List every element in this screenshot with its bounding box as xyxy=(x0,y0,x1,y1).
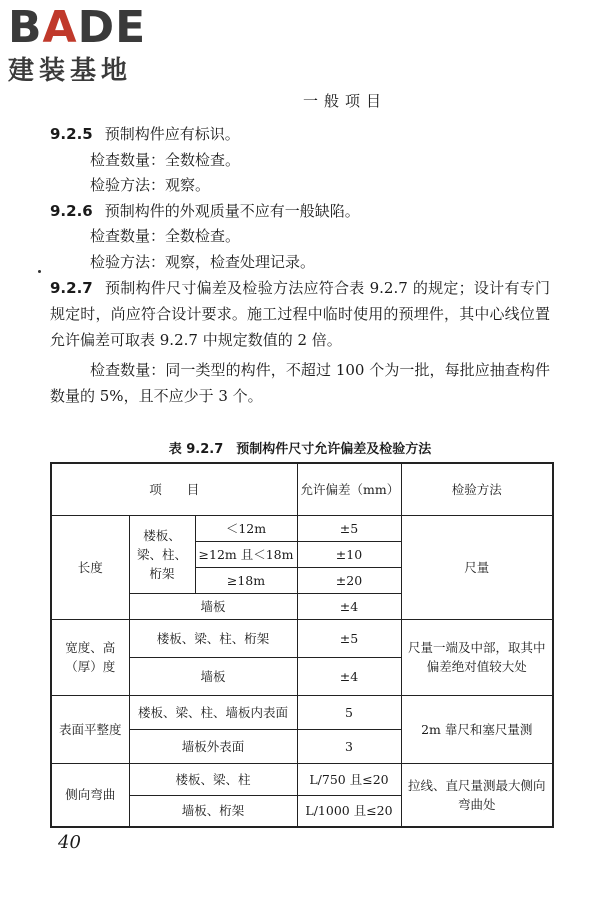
width-item: 楼板、梁、柱、桁架 xyxy=(129,619,297,657)
width-label: 宽度、高（厚）度 xyxy=(51,619,129,695)
clause-925-method: 检验方法：观察。 xyxy=(90,176,211,194)
bend-item: 墙板、桁架 xyxy=(129,795,297,827)
bend-deviation: L/750 且≤20 xyxy=(297,763,401,795)
table-row xyxy=(51,695,553,729)
wall-length-deviation: ±4 xyxy=(297,593,401,619)
logo-wordmark: BADE xyxy=(8,2,147,53)
logo-accent-letter: A xyxy=(42,2,78,53)
logo-subtitle: 建装基地 xyxy=(8,56,133,86)
width-method: 尺量一端及中部，取其中偏差绝对值较大处 xyxy=(401,619,553,695)
bend-method: 拉线、直尺量测最大侧向弯曲处 xyxy=(401,763,553,827)
length-method: 尺量 xyxy=(401,515,553,619)
width-deviation: ±5 xyxy=(297,619,401,657)
table-row xyxy=(51,515,553,541)
length-deviation: ±10 xyxy=(297,541,401,567)
bend-deviation: L/1000 且≤20 xyxy=(297,795,401,827)
tolerance-table xyxy=(50,462,554,828)
clause-925 xyxy=(50,122,550,148)
width-deviation: ±4 xyxy=(297,657,401,695)
length-condition: ≥18m xyxy=(195,567,297,593)
table-title: 表 9.2.7 预制构件尺寸允许偏差及检验方法 xyxy=(168,442,432,457)
clause-number: 9.2.7 xyxy=(50,279,93,297)
length-deviation: ±5 xyxy=(297,515,401,541)
clause-926-check: 检查数量：全数检查。 xyxy=(90,227,241,245)
flatness-method: 2m 靠尺和塞尺量测 xyxy=(401,695,553,763)
flatness-item: 墙板外表面 xyxy=(129,729,297,763)
clause-text: 预制构件应有标识。 xyxy=(104,125,240,143)
clause-text: 预制构件尺寸偏差及检验方法应符合表 9.2.7 的规定；设计有专门规定时，尚应符合设计要求。施工过程中临时使用的预埋件，其中心线位置允许偏差可取表 9.2.7 中规定数值的 2 倍。 xyxy=(50,279,550,349)
section-title: 一般项目 xyxy=(302,92,387,110)
header-item: 项 目 xyxy=(51,463,297,515)
length-condition: ≥12m 且＜18m xyxy=(195,541,297,567)
wall-panel-label: 墙板 xyxy=(129,593,297,619)
flatness-item: 楼板、梁、柱、墙板内表面 xyxy=(129,695,297,729)
flatness-deviation: 3 xyxy=(297,729,401,763)
bend-item: 楼板、梁、柱 xyxy=(129,763,297,795)
length-label: 长度 xyxy=(51,515,129,619)
clause-925-check: 检查数量：全数检查。 xyxy=(90,150,241,169)
header-method: 检验方法 xyxy=(401,463,553,515)
publisher-logo xyxy=(8,4,178,86)
document-body xyxy=(50,122,550,409)
header-deviation: 允许偏差（mm） xyxy=(297,463,401,515)
clause-927-check: 检查数量：同一类型的构件，不超过 100 个为一批，每批应抽查构件数量的 5%，且不应少于 3 个。 xyxy=(50,361,550,405)
clause-927 xyxy=(50,275,550,353)
flatness-label: 表面平整度 xyxy=(51,695,129,763)
table-row xyxy=(51,619,553,657)
margin-dot xyxy=(38,270,41,273)
slab-group-label: 楼板、梁、柱、桁架 xyxy=(129,515,195,593)
table-header-row xyxy=(51,463,553,515)
clause-926 xyxy=(50,199,550,225)
table-row xyxy=(51,763,553,795)
clause-number: 9.2.5 xyxy=(50,125,93,143)
length-deviation: ±20 xyxy=(297,567,401,593)
clause-926-method: 检验方法：观察，检查处理记录。 xyxy=(90,252,316,271)
width-item: 墙板 xyxy=(129,657,297,695)
length-condition: ＜12m xyxy=(195,515,297,541)
clause-text: 预制构件的外观质量不应有一般缺陷。 xyxy=(104,201,360,220)
clause-number: 9.2.6 xyxy=(50,201,93,220)
page-number: 40 xyxy=(58,832,81,853)
bend-label: 侧向弯曲 xyxy=(51,763,129,827)
flatness-deviation: 5 xyxy=(297,695,401,729)
